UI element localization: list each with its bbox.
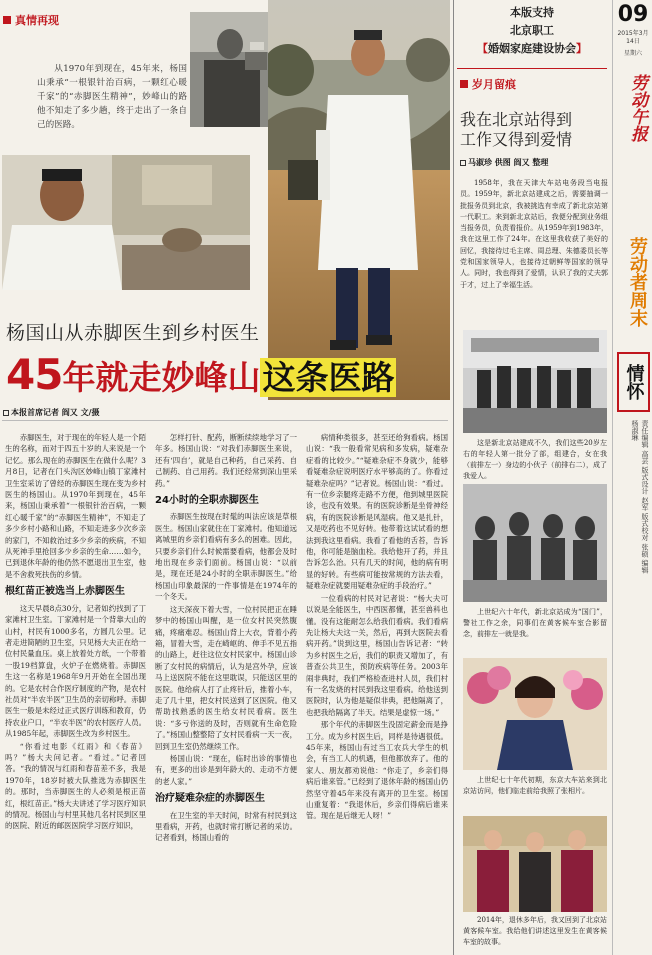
col1-paragraph: 这天早晨8点30分，记者如约找到了丁家滩村卫生室。丁家滩村是一个背靠大山的山村，村民有1000多名，方圆几公里。记者走进简陋的卫生室，只见杨大夫正在给一位村民量血压。桌上放着处方纸，一个带着一股19档算盘，火炉子在燃烧着。赤脚医生这一名称是1968年9月开始在全国出现的。它是农村合作医疗制度的产物，是农村社员对“半农半医”卫生员的亲切称呼。赤脚医生一般是未经过正式医疗训练和教育，仍持农业户口，“半农半医”的农村医疗人员。从1985年起，赤脚医生改为乡村医生。 <box>5 603 146 739</box>
headline-part-b: 这条医路 <box>262 358 395 397</box>
subheading: 24小时的全职赤脚医生 <box>155 495 259 507</box>
caption-1: 这是新北京站建成不久，我们这些20岁左右的年轻人第一批分了部，组建合，女在我（前排左一）身边的小伙子（前排右二），成了我爱人。 <box>463 439 607 480</box>
divider-byline <box>2 420 448 421</box>
article-column-3 <box>306 432 448 952</box>
right-byline-box-icon <box>460 160 466 166</box>
column-divider <box>453 0 454 955</box>
subsection-box <box>617 352 650 412</box>
right-title-line2: 工作又得到爱情 <box>460 130 573 149</box>
article-column-1 <box>5 432 146 952</box>
right-section-label: 岁月留痕 <box>472 78 516 91</box>
col2-paragraph: 怎样打针、配药，断断续续地学习了一年多。杨国山说：“对我们赤脚医生来说，还有‘四自’，就是自己种药，自己采药、自己制药、自己用药。我们还经常到深山里采药。” <box>155 433 297 488</box>
photo-doctor-patient <box>2 155 250 290</box>
section-tag <box>3 12 59 28</box>
photo-group-1958 <box>463 330 607 433</box>
right-section-marker <box>460 80 468 88</box>
paper-name: 劳动午报 <box>627 74 647 142</box>
headline-main <box>6 350 396 399</box>
headline-number: 45 <box>6 350 63 399</box>
section-label: 真情再现 <box>15 14 59 27</box>
caption-2: 上世纪六十年代，新北京站成为“国门”，警社工作之余，同事们在黄客候车室合影留念，前排左一就是我。 <box>463 608 607 638</box>
credits: 责任编辑 高芸 版式设计 赵军 版式校对 张硕 编辑 杨淑琳 <box>631 420 649 574</box>
right-body-text: 1958年，我在天津大车站电务段当电报员。1959年，新北京站建成之后，需要抽调一批报务员到北京，我被挑选有幸成了新北京站第一代职工。来到新北京站后，我便分配到业务组当报务员，负责看报价。从1959年到1983年，我在这里工作了24年。在这里我收获了美好的回忆，我接待过毛主席、周总理、朱德委员长等党和国家领导人，也接待过朝鲜等国家的领导人。同时，我也得到了爱情，认识了我的丈夫郭于才，过上了幸福生活。 <box>460 179 608 289</box>
subheading: 根红苗正被选当上赤脚医生 <box>5 586 125 598</box>
headline-part-a: 年就走妙峰山 <box>62 358 261 397</box>
section-marker <box>3 16 11 24</box>
col2-paragraph: 杨国山说：“现在，临时出诊的事情也有，更多的出诊是到年龄大的、走动不方便的老人家。” <box>155 753 297 786</box>
photo-young-doctor <box>190 12 278 127</box>
section-title: 劳动者周末 <box>627 237 648 327</box>
photo-woman-1970s <box>463 658 607 770</box>
photo-doctor-walking <box>268 0 450 400</box>
right-byline-text: 马淑珍 供图 阎又 整理 <box>468 158 549 167</box>
page-number: 09 <box>617 2 649 27</box>
col2-paragraph: 这天深夜下着大雪，一位村民把正在睡梦中的杨国山叫醒，是一位女村民突然腹痛，疼痛难忍。杨国山背上大衣，背着小药箱，冒着大雪，走在崎岖的、伸手不见五指的山路上，赶往这位女村民家中。杨国山诊断了女村民的病情后，认为是宫外孕，应该马上送医院不能在这里耽误，只能送区里的医院。他给病人打了止疼针后，推着小车，走了几十里，把女村民送到了区医院。他又帮助找熟悉的医生给女村民看病。医生说：“多亏你送的及时，否则就有生命危险了。”杨国山整整陪了女村民看病一天一夜，回到卫生室仍然继续工作。 <box>155 604 297 751</box>
photo-group-1960s <box>463 484 607 602</box>
issue-weekday: 星期六 <box>623 50 642 57</box>
article-column-2 <box>155 432 297 952</box>
byline-text: 本报首席记者 阎又 文/摄 <box>11 408 100 417</box>
caption-4: 2014年，退休多年后，我又回到了北京站黄客候车室。我给他们讲述这里发生在黄客候车室的故事。 <box>463 916 607 946</box>
right-section-tag <box>460 76 516 92</box>
sponsor-box <box>457 4 607 56</box>
issue-date: 2015年3月14日 <box>617 30 649 45</box>
masthead-divider <box>612 0 613 955</box>
caption-3: 上世纪七十年代初期，东京大车站来到北京站访问，他们临走前给我照了张相片。 <box>463 776 607 795</box>
sponsor-org2-text: 婚姻家庭建设协会 <box>488 42 576 55</box>
divider-right-top <box>457 68 607 69</box>
col1-paragraph: “你看过电影《红雨》和《春苗》吗？”杨大夫问记者。“看过。”记者回答。“我的情况与红雨和春苗差不多，我是1970年，18岁时被大队推选为赤脚医生的。那时，当赤脚医生的人必须是根正苗红，根红苗正。”杨大夫讲述了学习医疗知识的情况。杨国山与村里其他几名村民到区里的医院、附近的邮医医院学习医疗知识， <box>5 741 146 831</box>
sponsor-org2: 【婚姻家庭建设协会】 <box>477 42 587 55</box>
photo-three-women-2014 <box>463 816 607 912</box>
right-byline <box>460 157 548 168</box>
subheading: 治疗疑难杂症的赤脚医生 <box>155 793 265 805</box>
byline-box-icon <box>3 410 9 416</box>
intro-text: 从1970年到现在，45年来，杨国山秉承“一根银针治百病，一颗红心暖千家”的“赤脚医生精神”，妙峰山的路他不知走了多少趟，终于走出了一条自己的医路。 <box>37 64 187 130</box>
col3-paragraph: 那个年代的赤脚医生没固定薪金而是挣工分。成为乡村医生后，同样是待遇很低。45年来，杨国山有过当工农兵大学生的机会，有当工人的机遇，但他都放弃了。他的家人、朋友都劝说他：“你走了，乡亲们得病后谁来管。”已经到了退休年龄的杨国山仍然坚守着45年来没有离开的卫生室。杨国山重复着：“我退休后，乡亲们得病后谁来管。现在是后继无人呀！” <box>306 720 448 821</box>
col3-paragraph: 病情种类很多，甚至还给狗看病。杨国山说：“我一般看常见病和多发病，疑难杂症看的比较少。”“疑难杂症不身就少，能够看疑难杂症说明医疗水平够高的了。你看过疑难杂症吗？”记者说。杨国山说：“看过。有一位乡亲腿疼走路不方便，他到城里医院诊，也没有效果。有的医院诊断是坐骨神经病，有的医院诊断是风湿病。他又是扎针，又是吃药也不见好转。他带着这试试看的想法到我这里看病。我看了看他的舌苔，告诉他，你可能是脑血栓。我给他开了药，并且告诉怎么治。只有几天的时间，他的病有明显的好转。有些病可能按常规的方法去看，疑难杂症就要用疑难杂症的手段治疗。” <box>306 433 448 591</box>
right-title <box>460 110 572 150</box>
sponsor-org1: 北京职工 <box>510 24 554 37</box>
right-title-line1: 我在北京站得到 <box>460 110 573 129</box>
byline <box>3 407 100 418</box>
col2-paragraph: 在卫生室的半天时间，时常有村民到这里看病，开药，也就时常打断记者的采访。记者看到，杨国山看的 <box>155 810 297 843</box>
col1-paragraph: 赤脚医生，对于现在的年轻人是一个陌生的名称，而对于四五十岁的人来说是一个记忆。那么现在的赤脚医生在做什么呢？3月8日，记者在门头沟区妙峰山镇丁家滩村卫生室采访了曾经的赤脚医生现在变为乡村医生的杨国山。从1970年到现在，45年来，杨国山秉承着“一根银针治百病，一颗红心暖千家”的“赤脚医生精神”，不知走了多少乡村小路和山路，不知走进多少次乡亲的家门，不知救治过多少乡亲的疾病，不知从死神手里抢回多少乡亲的生命……如今，已到退休年龄的他仍然不愿退出卫生室，他是不舍救死扶伤的乡情。 <box>5 433 146 579</box>
col3-paragraph: 一位看病的村民对记者说：“杨大夫可以说是全能医生，中西医都懂，甚至兽科也懂。没有这能耐怎么给我们看病。我们看病先让杨大夫这一关，然后，再到大医院去看病开药。”说到这里，杨国山告诉记者：“转为乡村医生之后，我们的职责又增加了，有普查公共卫生，预防疾病等任务。2003年闹非典时，我们严格检查进村人员，我们村有一名发烧的村民到我这里看病。给他送到医院时，认为他是疑似非典，把他隔离了，也把我给隔离了半天。结果是虚惊一场。” <box>306 593 448 717</box>
subsection-title: 情怀 <box>623 364 645 400</box>
sponsor-support: 本版支持 <box>510 6 554 19</box>
col2-paragraph: 赤脚医生按现在时髦的叫法应该是草根医生。杨国山家就住在丁家滩村。他知道远离城里的乡亲们看病有多么的困难。因此，只要乡亲们什么时候需要看病，他都会及时地出现在乡亲们面前。杨国山说：“以前是，现在还是24小时的全职赤脚医生。”给杨国山印象最深的一件事情是在1974年的一个冬天。 <box>155 512 297 602</box>
headline-kicker: 杨国山从赤脚医生到乡村医生 <box>6 322 260 344</box>
